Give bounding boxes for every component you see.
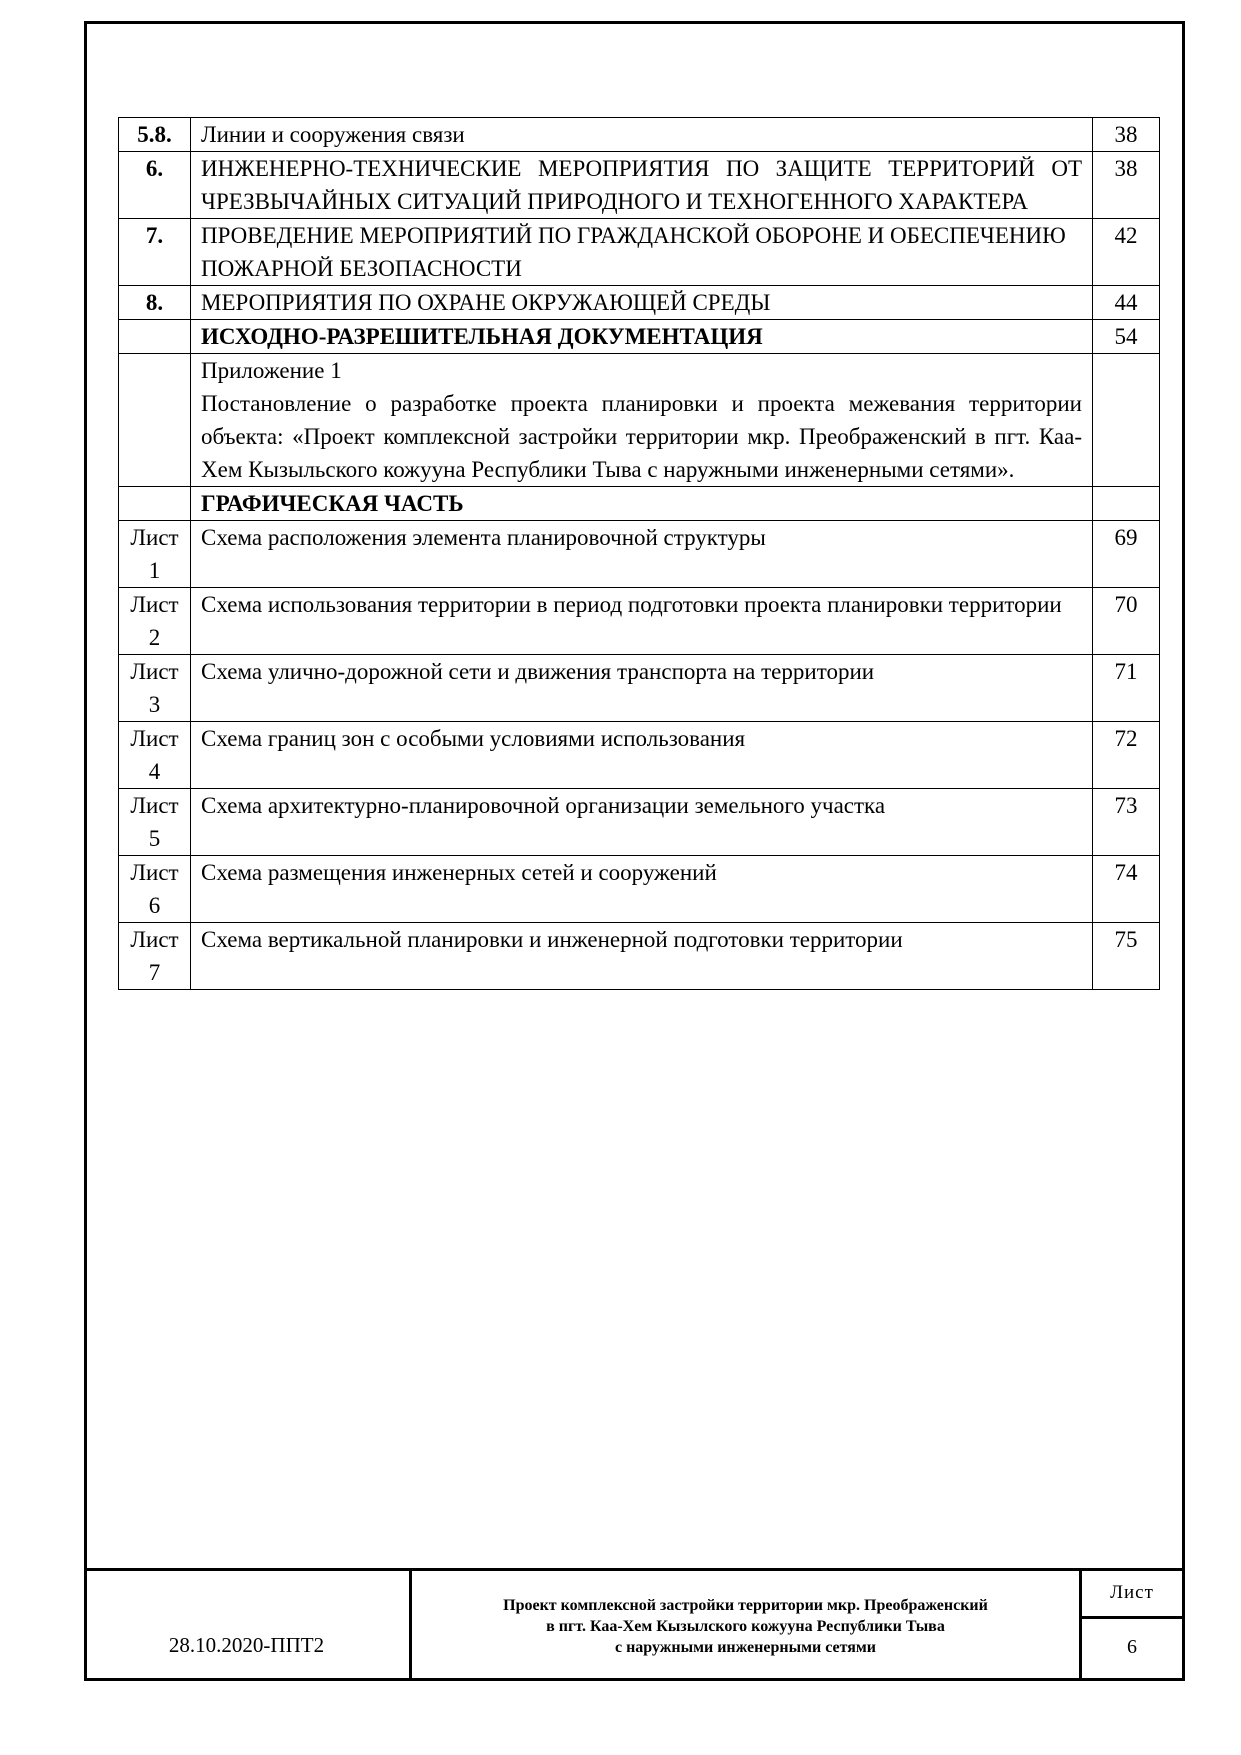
table-row (119, 521, 1160, 588)
page-number: 72 (1093, 722, 1160, 789)
table-row (119, 722, 1160, 789)
sheet-number: Лист 6 (119, 856, 191, 923)
section-title: Линии и сооружения связи (191, 118, 1093, 152)
page-number: 44 (1093, 286, 1160, 320)
sheet-title: Схема архитектурно-планировочной организации земельного участка (191, 789, 1093, 856)
page-number: 71 (1093, 655, 1160, 722)
table-row (119, 588, 1160, 655)
section-title: МЕРОПРИЯТИЯ ПО ОХРАНЕ ОКРУЖАЮЩЕЙ СРЕДЫ (191, 286, 1093, 320)
document-code: 28.10.2020-ППТ2 (168, 1633, 325, 1657)
section-title: ПРОВЕДЕНИЕ МЕРОПРИЯТИЙ ПО ГРАЖДАНСКОЙ ОБОРОНЕ И ОБЕСПЕЧЕНИЮ ПОЖАРНОЙ БЕЗОПАСНОСТИ (191, 219, 1093, 286)
page-number: 38 (1093, 152, 1160, 219)
table-row (119, 286, 1160, 320)
page-number: 70 (1093, 588, 1160, 655)
appendix-description: Постановление о разработке проекта планировки и проекта межевания территории объекта: «Проект комплексной застройки территории мкр. Преображенский в пгт. Каа-Хем Кызыльского кожууна Республики Тыва с наружными инженерными сетями». (201, 391, 1082, 482)
table-row (119, 655, 1160, 722)
project-title (503, 1595, 988, 1658)
sheet-number: Лист 2 (119, 588, 191, 655)
sheet-number: Лист 4 (119, 722, 191, 789)
sheet-number: Лист 5 (119, 789, 191, 856)
appendix-cell (191, 354, 1093, 487)
page-number: 54 (1093, 320, 1160, 354)
table-row (119, 152, 1160, 219)
project-title-line: Проект комплексной застройки территории мкр. Преображенский (503, 1596, 988, 1614)
page-number: 38 (1093, 118, 1160, 152)
sheet-number: Лист 7 (119, 923, 191, 990)
section-title: ГРАФИЧЕСКАЯ ЧАСТЬ (191, 487, 1093, 521)
section-number: 6. (119, 152, 191, 219)
table-row (119, 320, 1160, 354)
title-block (84, 1568, 1185, 1681)
section-number (119, 354, 191, 487)
section-title: ИСХОДНО-РАЗРЕШИТЕЛЬНАЯ ДОКУМЕНТАЦИЯ (191, 320, 1093, 354)
page-number: 73 (1093, 789, 1160, 856)
section-number: 5.8. (119, 118, 191, 152)
sheet-number: Лист 1 (119, 521, 191, 588)
table-row (119, 118, 1160, 152)
section-number (119, 487, 191, 521)
section-number (119, 320, 191, 354)
table-row (119, 856, 1160, 923)
project-title-line: с наружными инженерными сетями (614, 1638, 877, 1656)
page-number (1093, 354, 1160, 487)
sheet-label: Лист (1082, 1571, 1182, 1619)
title-block-sheet-cell (1082, 1571, 1182, 1681)
sheet-title: Схема расположения элемента планировочной структуры (191, 521, 1093, 588)
table-of-contents (118, 117, 1160, 990)
section-title: ИНЖЕНЕРНО-ТЕХНИЧЕСКИЕ МЕРОПРИЯТИЯ ПО ЗАЩИТЕ ТЕРРИТОРИЙ ОТ ЧРЕЗВЫЧАЙНЫХ СИТУАЦИЙ ПРИРОДНОГО И ТЕХНОГЕННОГО ХАРАКТЕРА (191, 152, 1093, 219)
section-number: 8. (119, 286, 191, 320)
sheet-title: Схема вертикальной планировки и инженерной подготовки территории (191, 923, 1093, 990)
title-block-code-cell (84, 1571, 412, 1681)
sheet-title: Схема улично-дорожной сети и движения транспорта на территории (191, 655, 1093, 722)
page-number: 75 (1093, 923, 1160, 990)
section-number: 7. (119, 219, 191, 286)
sheet-title: Схема размещения инженерных сетей и сооружений (191, 856, 1093, 923)
page-number: 42 (1093, 219, 1160, 286)
page-number: 74 (1093, 856, 1160, 923)
table-row (119, 487, 1160, 521)
sheet-number-value: 6 (1127, 1636, 1137, 1658)
sheet-number: Лист 3 (119, 655, 191, 722)
page-number: 69 (1093, 521, 1160, 588)
table-row (119, 354, 1160, 487)
table-row (119, 789, 1160, 856)
project-title-line: в пгт. Каа-Хем Кызылского кожууна Республики Тыва (546, 1617, 945, 1635)
sheet-title: Схема границ зон с особыми условиями использования (191, 722, 1093, 789)
table-row (119, 219, 1160, 286)
table-row (119, 923, 1160, 990)
page-number (1093, 487, 1160, 521)
sheet-title: Схема использования территории в период подготовки проекта планировки территории (191, 588, 1093, 655)
appendix-label: Приложение 1 (201, 358, 342, 383)
title-block-project-cell (412, 1571, 1082, 1681)
